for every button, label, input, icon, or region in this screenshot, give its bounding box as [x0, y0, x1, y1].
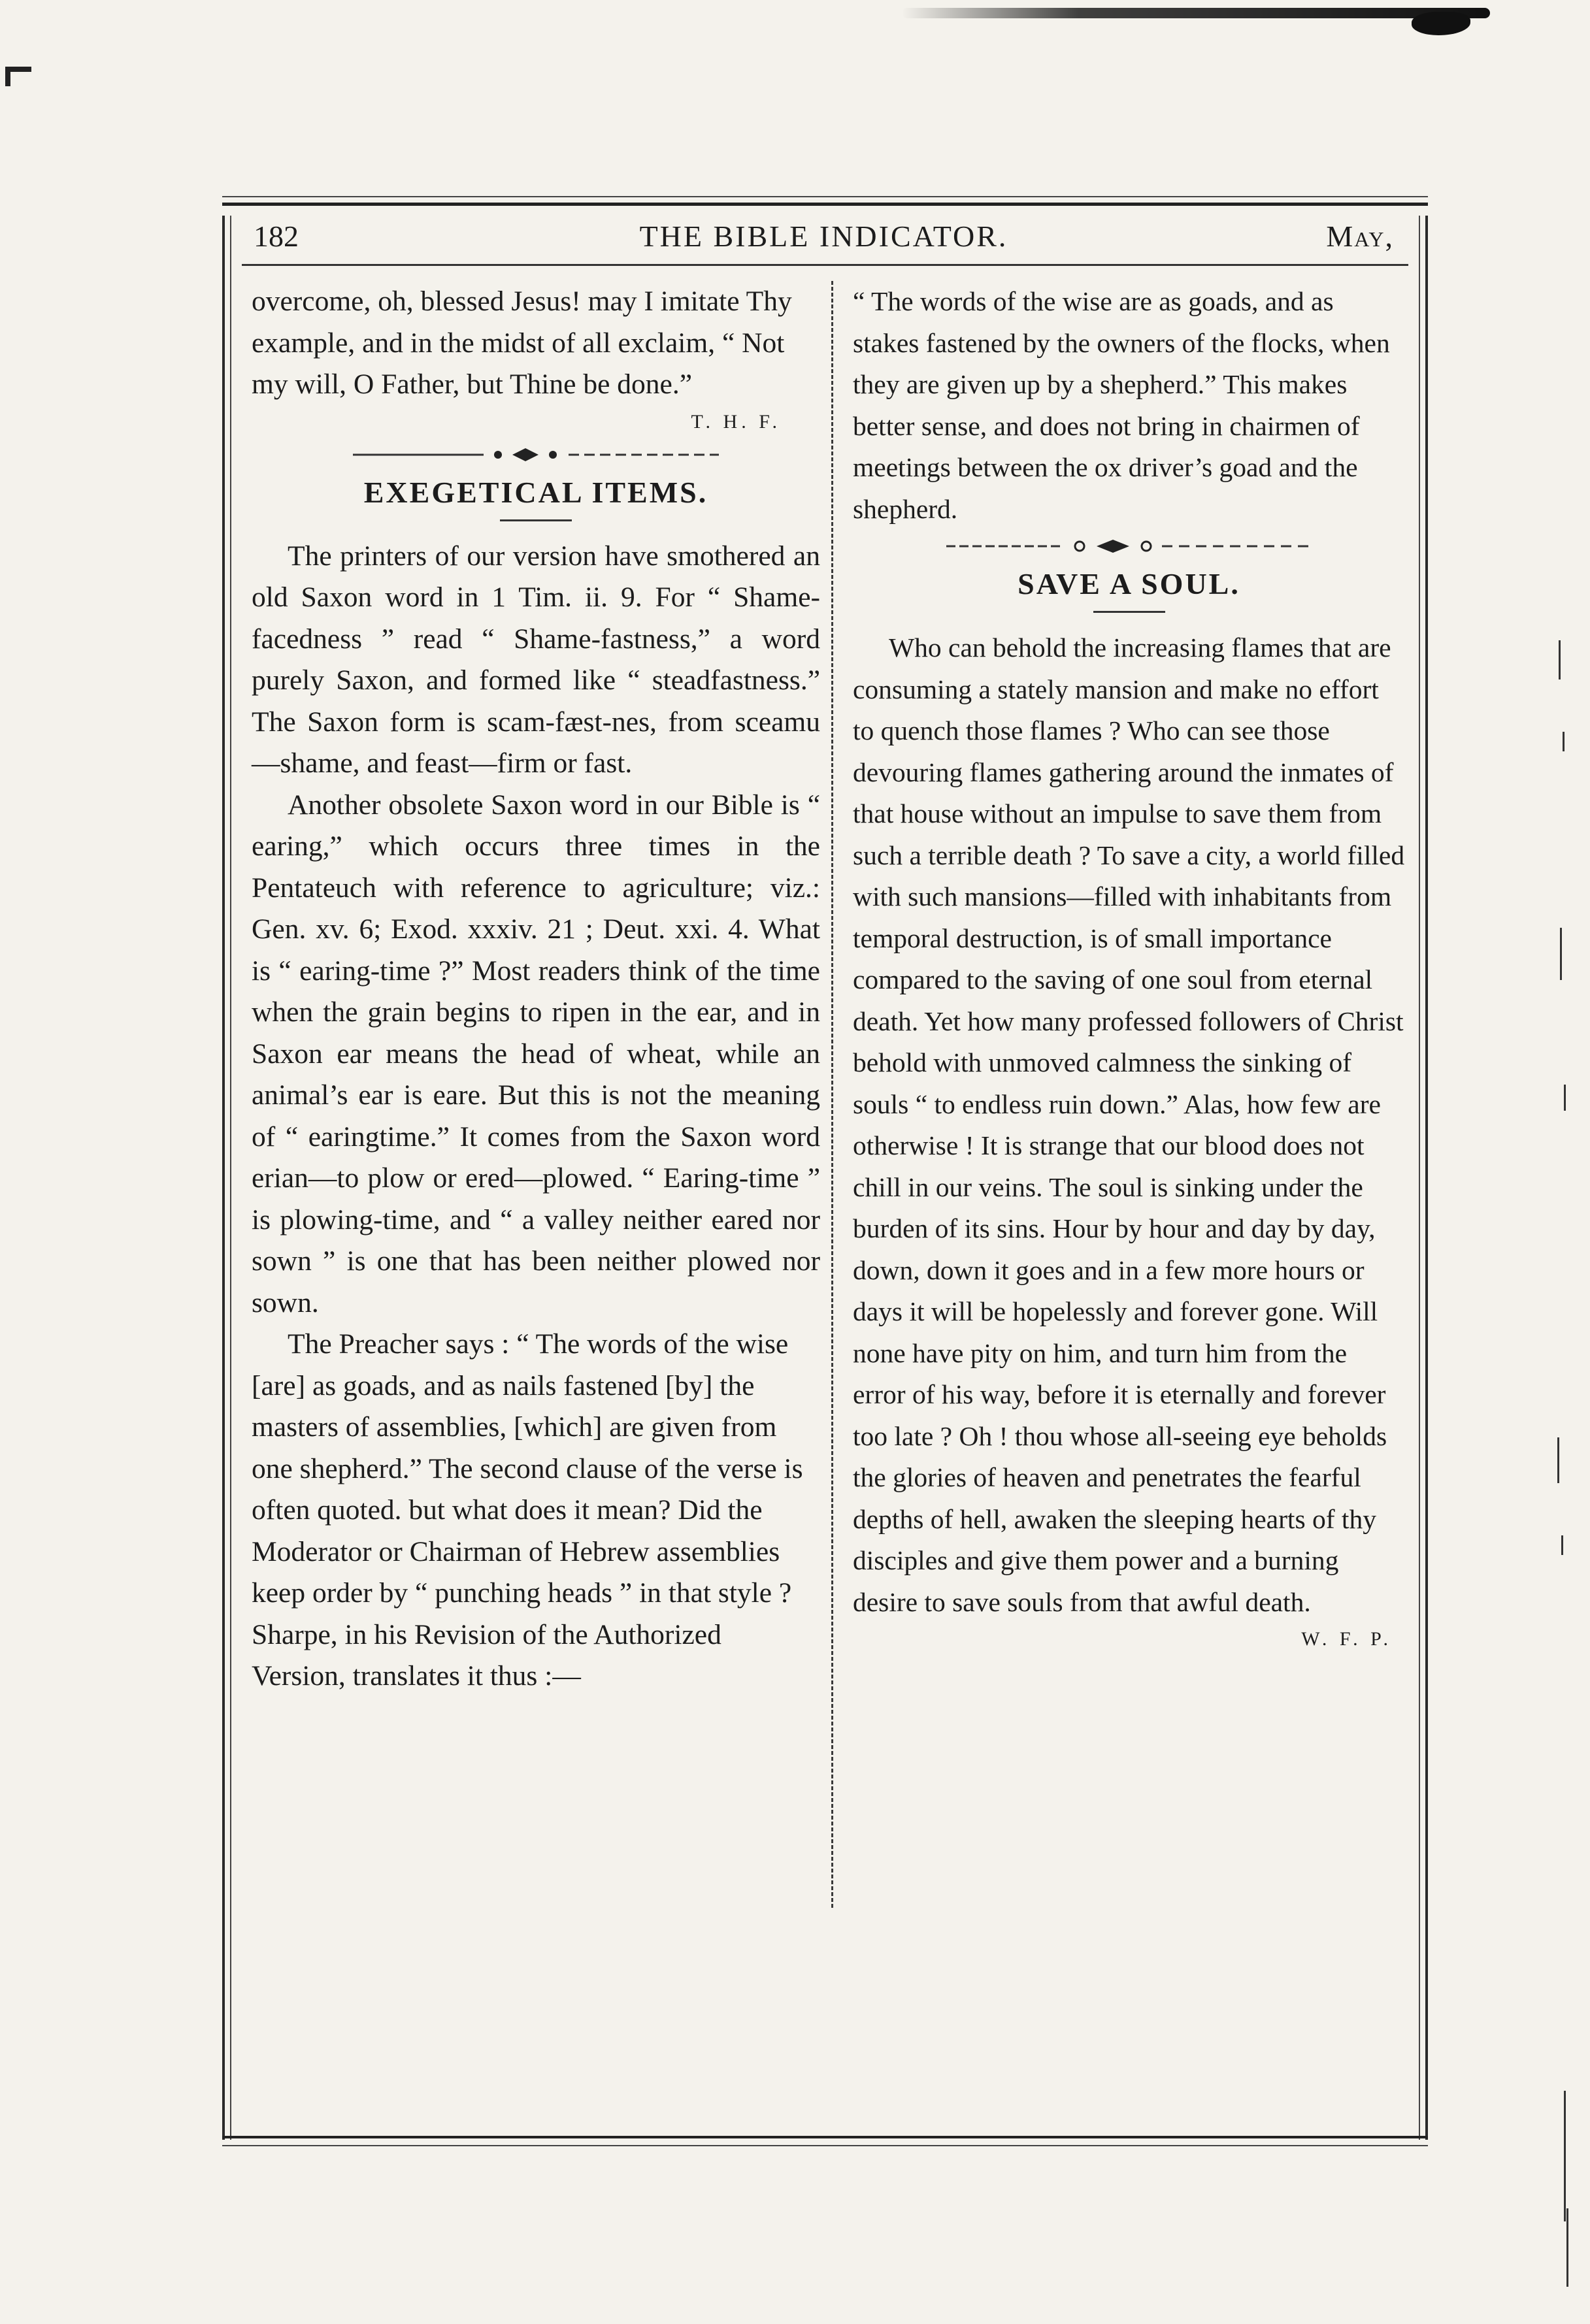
continued-paragraph: “ The words of the wise are as goads, and as stakes fastened by the owners of the flocks, when they are given up by a shepherd.” This makes better sense, and does not bring in chairmen of meetings between the ox driver’s goad and the shepherd. — [853, 286, 1390, 524]
frame-left-outer — [222, 216, 225, 2140]
column-divider — [831, 281, 833, 1908]
running-header — [254, 216, 1394, 257]
ornament-divider — [946, 536, 1312, 556]
ornament-divider — [353, 445, 719, 465]
previous-article-ending: overcome, oh, blessed Jesus! may I imitate Thy example, and in the midst of all exclaim, “ Not my will, O Father, but Thine be done.” — [252, 286, 792, 400]
header-rule — [242, 264, 1408, 266]
paragraph: Another obsolete Saxon word in our Bible is “ earing,” which occurs three times in the Pentateuch with reference to agriculture; viz.: Gen. xv. 6; Exod. xxxiv. 21 ; Deut. xxi. 4. What is “ earing-time ?” Most readers think of the time when the grain begins to ripen in the ear, and in Saxon ear means the head of wheat, while an animal’s ear is eare. But this is not the meaning of “ earingtime.” It comes from the Saxon word erian—to plow or ered—plowed. “ Earing-time ” is plowing-time, and “ a valley neither eared nor sown ” is one that has been neither plowed nor sown. — [252, 789, 820, 1318]
article-signature: W. F. P. — [1301, 1628, 1392, 1650]
top-rule-thick — [222, 203, 1428, 206]
section-title-save-a-soul: SAVE A SOUL. — [1018, 567, 1240, 600]
top-rule-thin — [222, 196, 1428, 197]
bottom-rule-thin — [222, 2145, 1428, 2146]
paragraph: The Preacher says : “ The words of the wise [are] as goads, and as nails fastened [by] the masters of assemblies, [which] are given from one shepherd.” The second clause of the verse is often quoted. but what does it mean? Did the Moderator or Chairman of Hebrew assemblies keep order by “ punching heads ” in that style ? Sharpe, in his Revision of the Authorized Version, translates it thus :— — [252, 1328, 803, 1692]
publication-title: THE BIBLE INDICATOR. — [639, 220, 1008, 253]
frame-right-outer — [1425, 216, 1428, 2140]
frame-left-inner — [230, 216, 231, 2140]
paragraph: Who can behold the increasing flames that are consuming a stately mansion and make no effort to quench those flames ? Who can see those devouring flames gathering around the inmates of that house without an impulse to save them from such a terrible death ? To save a city, a world filled with such mansions—filled with inhabitants from temporal destruction, is of small importance compared to the saving of one soul from eternal death. Yet how many professed followers of Christ behold with unmoved calmness the sinking of souls “ to endless ruin down.” Alas, how few are otherwise ! It is strange that our blood does not chill in our veins. The soul is sinking under the burden of its sins. Hour by hour and day by day, down, down it goes and in a few more hours or days it will be hopelessly and forever gone. Will none have pity on him, and turn him from the error of his way, before it is eternally and forever too late ? Oh ! thou whose all-seeing eye beholds the glories of heaven and penetrates the fearful depths of hell, awaken the sleeping hearts of thy disciples and give them power and a burning desire to save souls from that awful death. — [853, 632, 1405, 1617]
frame-right-inner — [1419, 216, 1420, 2140]
title-rule — [1093, 611, 1165, 613]
article-signature: T. H. F. — [691, 410, 781, 433]
title-rule — [500, 519, 572, 521]
section-title-exegetical-items: EXEGETICAL ITEMS. — [363, 475, 708, 509]
bottom-rule-thick — [222, 2136, 1428, 2138]
right-column — [853, 281, 1405, 1656]
scan-streak — [902, 8, 1490, 18]
page-number: 182 — [254, 220, 299, 253]
page-edge-specks — [1556, 588, 1578, 2287]
left-column — [252, 281, 820, 1697]
page — [222, 196, 1428, 2146]
paragraph: The printers of our version have smothered an old Saxon word in 1 Tim. ii. 9. For “ Shame-facedness ” read “ Shame-fastness,” a word purely Saxon, and formed like “ steadfastness.” The Saxon form is scam-fæst-nes, from sceamu—shame, and feast—firm or fast. — [252, 540, 820, 779]
issue-month: May, — [1326, 220, 1394, 253]
corner-crop-mark — [5, 65, 34, 88]
scan-ink-blot — [1412, 12, 1470, 35]
